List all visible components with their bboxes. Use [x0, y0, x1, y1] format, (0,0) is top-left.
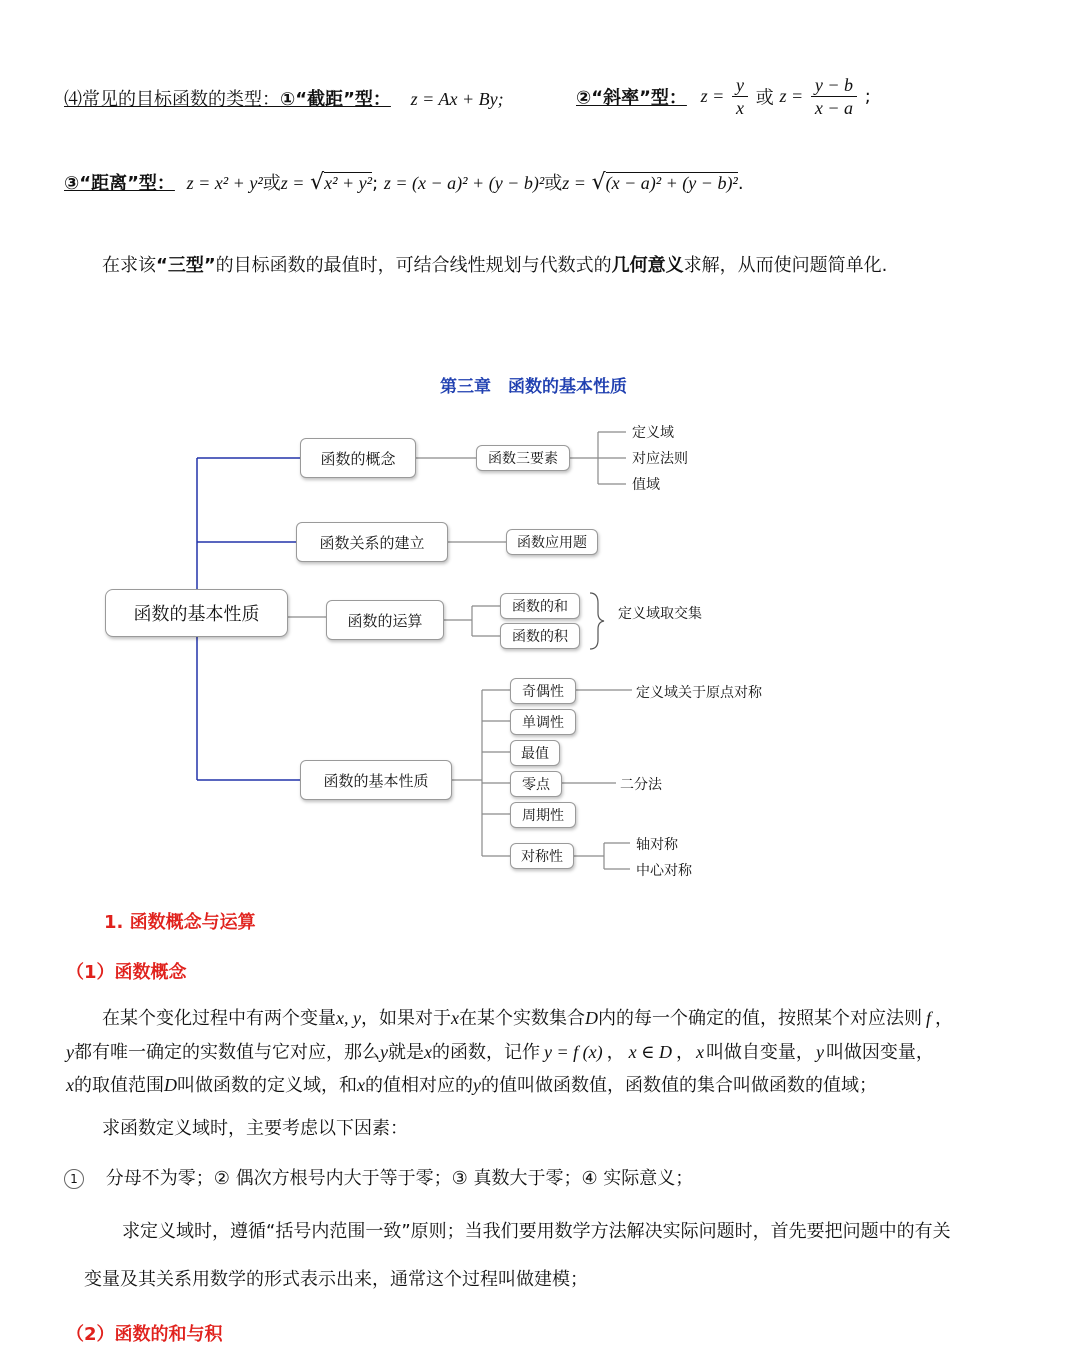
root-node: 函数的基本性质 [105, 589, 288, 637]
distance-formula-2-pre: z = [280, 173, 305, 193]
summary-bold-2: 几何意义 [611, 255, 684, 276]
slope-z1: z = [700, 86, 725, 106]
props-node: 函数的基本性质 [300, 760, 452, 800]
summary-part-2: 的目标函数的最值时，可结合线性规划与代数式的 [215, 255, 612, 276]
slope-type-label: ②“斜率”型： [576, 87, 687, 109]
para3-line1: 求定义域时，遵循“括号内范围一致”原则；当我们要用数学方法解决实际问题时，首先要把问题中的有关 [122, 1221, 951, 1242]
extreme-node: 最值 [510, 740, 560, 766]
distance-formula-4-pre: z = [562, 173, 586, 193]
slope-z2: z = [779, 86, 804, 106]
para3-line2: 变量及其关系用数学的形式表示出来，通常这个过程叫做建模； [84, 1269, 588, 1290]
sum-node: 函数的和 [500, 593, 580, 619]
center-sym-leaf: 中心对称 [636, 863, 692, 879]
summary-part-3: 求解，从而使问题简单化. [683, 255, 888, 276]
application-node: 函数应用题 [506, 529, 598, 555]
domain-leaf: 定义域 [632, 425, 674, 441]
para2: 求函数定义域时，主要考虑以下因素： [102, 1118, 408, 1139]
distance-type-label: ③“距离”型： [64, 173, 175, 194]
slope-semicolon: ; [864, 86, 871, 107]
para1-line2: y都有唯一确定的实数值与它对应，那么y就是x的函数，记作 y = f (x) ， x ∈ D ， x 叫做自变量， y 叫做因变量， [66, 1042, 934, 1063]
factors-line [64, 1165, 693, 1193]
periodic-node: 周期性 [510, 802, 576, 828]
axis-sym-leaf: 轴对称 [636, 837, 678, 853]
range-leaf: 值域 [632, 477, 660, 493]
factors-text: 分母不为零；② 偶次方根号内大于等于零；③ 真数大于零；④ 实际意义； [105, 1168, 694, 1189]
intercept-formula: z = Ax + By; [410, 89, 504, 109]
zero-node: 零点 [510, 771, 562, 797]
distance-formula-2-radicand: x² + y² [324, 173, 373, 193]
rule-leaf: 对应法则 [632, 451, 688, 467]
distance-formula-3: z = (x − a)² + (y − b)² [383, 173, 545, 193]
parity-note-leaf: 定义域关于原点对称 [636, 685, 762, 701]
circled-one-icon: 1 [64, 1169, 84, 1189]
sqrt-icon: √ [310, 170, 325, 195]
distance-formula-4-radicand: (x − a)² + (y − b)² [605, 173, 738, 193]
summary-bold-1: “三型” [156, 255, 216, 276]
subsection-concept: （1）函数概念 [66, 962, 187, 983]
objective-types-label: ⑷常见的目标函数的类型： [64, 89, 280, 110]
sep-1: ; [372, 173, 379, 194]
parity-node: 奇偶性 [510, 678, 576, 704]
slope-fraction-1: $\frac{y}{x}$ [732, 74, 748, 119]
para1-line3: x的取值范围D叫做函数的定义域，和x的值相对应的y的值叫做函数值，函数值的集合叫做函数的值域； [66, 1075, 877, 1096]
para1-line1: 在某个变化过程中有两个变量x, y，如果对于x在某个实数集合D内的每一个确定的值，按照某个对应法则 f ， [102, 1008, 953, 1029]
intercept-type-label: ①“截距”型： [280, 89, 391, 110]
subsection-sum-product: （2）函数的和与积 [66, 1324, 223, 1345]
concept-node: 函数的概念 [300, 438, 416, 478]
section-heading: 1. 函数概念与运算 [104, 912, 256, 933]
symmetry-node: 对称性 [510, 843, 574, 869]
sqrt-icon-2: √ [591, 170, 606, 195]
end-dot: . [737, 173, 744, 194]
relation-node: 函数关系的建立 [296, 522, 448, 562]
bisection-leaf: 二分法 [620, 777, 662, 793]
intersection-leaf: 定义域取交集 [618, 606, 702, 622]
chapter-title: 第三章 函数的基本性质 [440, 377, 627, 397]
or-text-3: 或 [544, 173, 563, 194]
three-elements-node: 函数三要素 [476, 445, 570, 471]
slope-fraction-2: $\frac{y - b}{x - a}$ [811, 74, 857, 119]
summary-part-1: 在求该 [102, 255, 156, 276]
or-text-2: 或 [262, 173, 281, 194]
or-text: 或 [755, 87, 774, 109]
operation-node: 函数的运算 [326, 600, 444, 640]
monotonic-node: 单调性 [510, 709, 576, 735]
distance-formula-1: z = x² + y² [186, 173, 263, 193]
product-node: 函数的积 [500, 623, 580, 649]
